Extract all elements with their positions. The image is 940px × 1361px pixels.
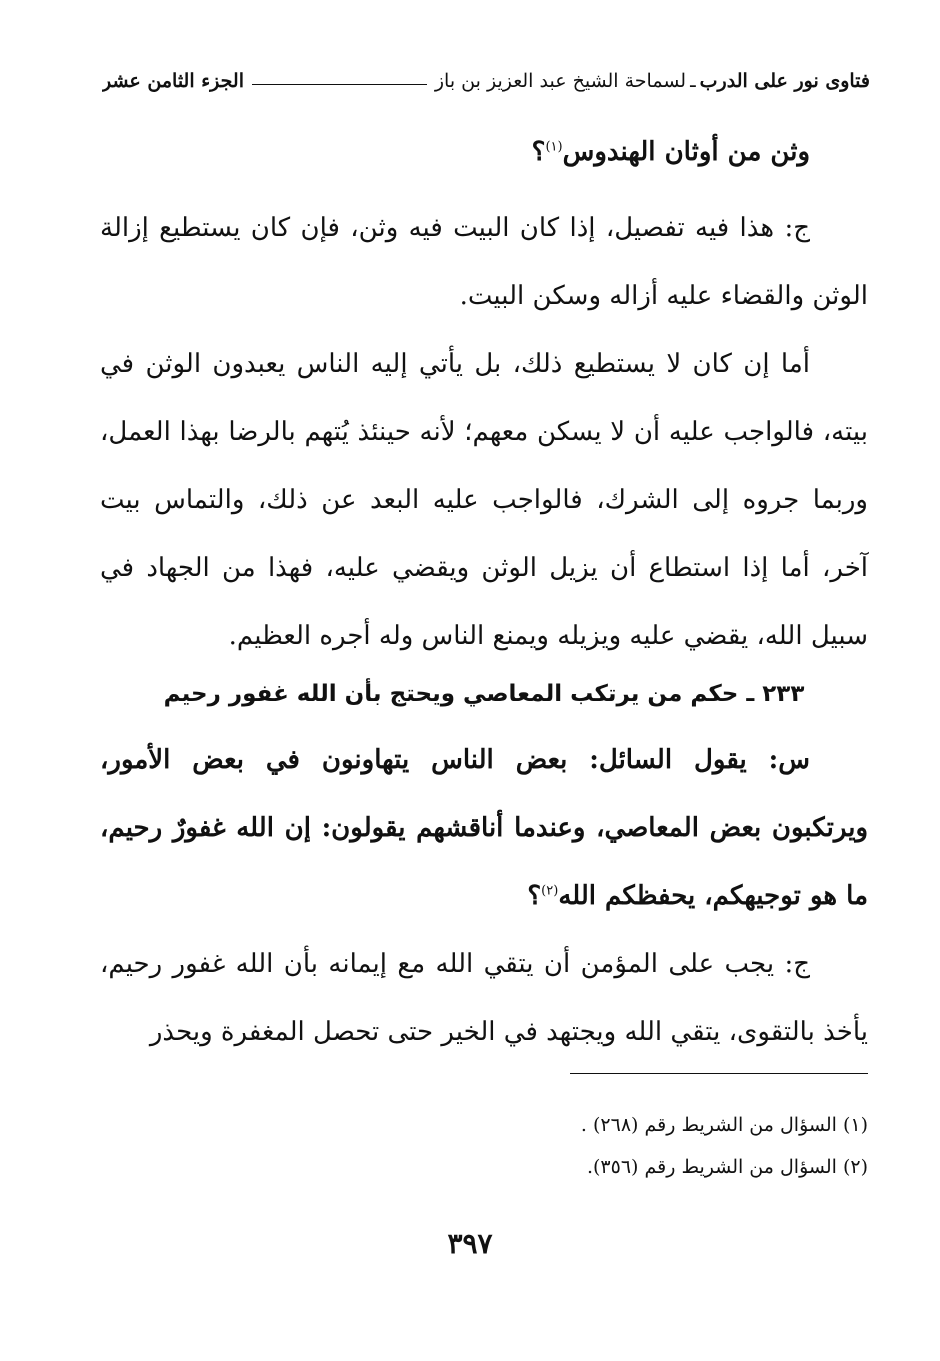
page-body xyxy=(100,118,868,1066)
footnote-2: (٢) السؤال من الشريط رقم (٣٥٦). xyxy=(586,1156,868,1178)
question-2-end: ؟ xyxy=(527,881,542,911)
header-rule xyxy=(252,84,427,85)
footnote-ref-1: (١) xyxy=(545,139,563,155)
footnote-1: (١) السؤال من الشريط رقم (٢٦٨) . xyxy=(580,1114,868,1136)
spacer xyxy=(100,186,868,194)
section-title-text: حكم من يرتكب المعاصي ويحتج بأن الله غفور رحيم xyxy=(163,681,739,707)
question-2-text: س: يقول السائل: بعض الناس يتهاونون في بعض الأمور، ويرتكبون بعض المعاصي، وعندما أناقشهم يقولون: إن الله غفورٌ رحيم، ما هو توجيهكم، يحفظكم الله xyxy=(100,745,868,911)
answer-2-paragraph: ج: يجب على المؤمن أن يتقي الله مع إيمانه بأن الله غفور رحيم، يأخذ بالتقوى، يتقي الله ويجتهد في الخير حتى تحصل المغفرة ويحذر xyxy=(100,949,868,1047)
section-dash: ـ xyxy=(746,681,755,707)
section-heading xyxy=(100,664,868,724)
header-series-title: فتاوى نور على الدرب xyxy=(699,70,870,92)
answer-paragraph-1: ج: هذا فيه تفصيل، إذا كان البيت فيه وثن، فإن كان يستطيع إزالة الوثن والقضاء عليه أزاله وسكن البيت. xyxy=(100,213,868,311)
question-2 xyxy=(100,726,868,930)
question-tail-end: ؟ xyxy=(531,137,546,167)
question-tail xyxy=(100,118,868,186)
section-number: ٢٣٣ xyxy=(762,681,805,707)
header-volume: الجزء الثامن عشر xyxy=(102,70,244,92)
header-dash: ـ xyxy=(690,70,696,92)
running-header xyxy=(102,66,870,96)
footnote-ref-2: (٢) xyxy=(541,883,559,899)
page-number: ٣٩٧ xyxy=(447,1227,493,1260)
footnotes xyxy=(100,1104,868,1188)
question-tail-text: وثن من أوثان الهندوس xyxy=(562,137,810,167)
answer-paragraph-2: أما إن كان لا يستطيع ذلك، بل يأتي إليه الناس يعبدون الوثن في بيته، فالواجب عليه أن لا يسكن معهم؛ لأنه حينئذ يُتهم بالرضا بهذا العمل، وربما جروه إلى الشرك، فالواجب عليه البعد عن ذلك، والتماس بيت آخر، أما إذا استطاع أن يزيل الوثن ويقضي عليه، فهذا من الجهاد في سبيل الله، يقضي عليه ويزيله ويمنع الناس وله أجره العظيم. xyxy=(100,349,868,651)
header-author: لسماحة الشيخ عبد العزيز بن باز xyxy=(434,70,687,92)
footnote-separator xyxy=(570,1073,868,1074)
